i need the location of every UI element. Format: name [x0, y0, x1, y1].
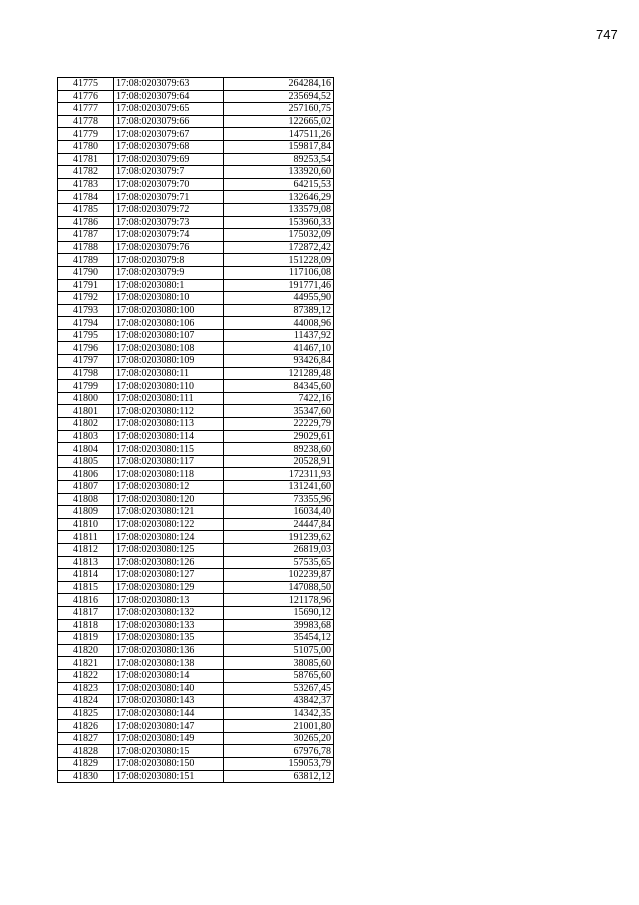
cadastral-number-cell: 17:08:0203080:144	[114, 707, 224, 720]
row-number-cell: 41803	[58, 430, 114, 443]
cadastral-number-cell: 17:08:0203080:118	[114, 468, 224, 481]
value-cell: 73355,96	[224, 493, 334, 506]
value-cell: 41467,10	[224, 342, 334, 355]
row-number-cell: 41775	[58, 78, 114, 91]
row-number-cell: 41827	[58, 732, 114, 745]
row-number-cell: 41777	[58, 103, 114, 116]
table-row	[58, 229, 334, 242]
cadastral-number-cell: 17:08:0203080:107	[114, 329, 224, 342]
value-cell: 133920,60	[224, 166, 334, 179]
table-row	[58, 481, 334, 494]
table-row	[58, 392, 334, 405]
table-row	[58, 669, 334, 682]
cadastral-number-cell: 17:08:0203080:125	[114, 543, 224, 556]
table-row	[58, 531, 334, 544]
table-row	[58, 241, 334, 254]
row-number-cell: 41802	[58, 418, 114, 431]
cadastral-number-cell: 17:08:0203080:127	[114, 569, 224, 582]
table-row	[58, 203, 334, 216]
cadastral-number-cell: 17:08:0203079:64	[114, 90, 224, 103]
value-cell: 159817,84	[224, 140, 334, 153]
row-number-cell: 41828	[58, 745, 114, 758]
table-row	[58, 405, 334, 418]
value-cell: 53267,45	[224, 682, 334, 695]
cadastral-number-cell: 17:08:0203080:147	[114, 720, 224, 733]
value-cell: 153960,33	[224, 216, 334, 229]
table-row	[58, 166, 334, 179]
value-cell: 84345,60	[224, 380, 334, 393]
value-cell: 20528,91	[224, 455, 334, 468]
value-cell: 43842,37	[224, 695, 334, 708]
value-cell: 93426,84	[224, 355, 334, 368]
value-cell: 21001,80	[224, 720, 334, 733]
cadastral-number-cell: 17:08:0203080:151	[114, 770, 224, 783]
cadastral-number-cell: 17:08:0203080:135	[114, 632, 224, 645]
value-cell: 191239,62	[224, 531, 334, 544]
table-row	[58, 745, 334, 758]
value-cell: 151228,09	[224, 254, 334, 267]
table-row	[58, 342, 334, 355]
value-cell: 131241,60	[224, 481, 334, 494]
row-number-cell: 41823	[58, 682, 114, 695]
row-number-cell: 41788	[58, 241, 114, 254]
row-number-cell: 41794	[58, 317, 114, 330]
cadastral-number-cell: 17:08:0203080:11	[114, 367, 224, 380]
table-row	[58, 632, 334, 645]
cadastral-number-cell: 17:08:0203080:143	[114, 695, 224, 708]
value-cell: 30265,20	[224, 732, 334, 745]
cadastral-number-cell: 17:08:0203080:129	[114, 581, 224, 594]
row-number-cell: 41795	[58, 329, 114, 342]
row-number-cell: 41817	[58, 606, 114, 619]
cadastral-number-cell: 17:08:0203079:67	[114, 128, 224, 141]
value-cell: 14342,35	[224, 707, 334, 720]
row-number-cell: 41801	[58, 405, 114, 418]
row-number-cell: 41824	[58, 695, 114, 708]
table-row	[58, 506, 334, 519]
row-number-cell: 41814	[58, 569, 114, 582]
row-number-cell: 41789	[58, 254, 114, 267]
table-row	[58, 493, 334, 506]
table-row	[58, 266, 334, 279]
table-row	[58, 355, 334, 368]
table-row	[58, 707, 334, 720]
cadastral-number-cell: 17:08:0203079:72	[114, 203, 224, 216]
table-row	[58, 329, 334, 342]
value-cell: 235694,52	[224, 90, 334, 103]
cadastral-number-cell: 17:08:0203079:65	[114, 103, 224, 116]
row-number-cell: 41806	[58, 468, 114, 481]
row-number-cell: 41821	[58, 657, 114, 670]
cadastral-number-cell: 17:08:0203080:112	[114, 405, 224, 418]
value-cell: 35454,12	[224, 632, 334, 645]
value-cell: 121289,48	[224, 367, 334, 380]
value-cell: 35347,60	[224, 405, 334, 418]
value-cell: 64215,53	[224, 178, 334, 191]
table-row	[58, 720, 334, 733]
value-cell: 87389,12	[224, 304, 334, 317]
cadastral-number-cell: 17:08:0203080:113	[114, 418, 224, 431]
cadastral-number-cell: 17:08:0203080:14	[114, 669, 224, 682]
value-cell: 89238,60	[224, 443, 334, 456]
table-row	[58, 619, 334, 632]
table-row	[58, 90, 334, 103]
cadastral-number-cell: 17:08:0203080:106	[114, 317, 224, 330]
value-cell: 121178,96	[224, 594, 334, 607]
value-cell: 7422,16	[224, 392, 334, 405]
cadastral-number-cell: 17:08:0203080:150	[114, 758, 224, 771]
cadastral-number-cell: 17:08:0203080:110	[114, 380, 224, 393]
cadastral-number-cell: 17:08:0203080:12	[114, 481, 224, 494]
row-number-cell: 41820	[58, 644, 114, 657]
cadastral-number-cell: 17:08:0203080:133	[114, 619, 224, 632]
value-cell: 51075,00	[224, 644, 334, 657]
table-row	[58, 468, 334, 481]
cadastral-number-cell: 17:08:0203080:1	[114, 279, 224, 292]
value-cell: 58765,60	[224, 669, 334, 682]
table-row	[58, 543, 334, 556]
row-number-cell: 41800	[58, 392, 114, 405]
value-cell: 24447,84	[224, 518, 334, 531]
row-number-cell: 41782	[58, 166, 114, 179]
table-row	[58, 292, 334, 305]
cadastral-number-cell: 17:08:0203080:109	[114, 355, 224, 368]
value-cell: 159053,79	[224, 758, 334, 771]
table-row	[58, 569, 334, 582]
table-row	[58, 518, 334, 531]
value-cell: 39983,68	[224, 619, 334, 632]
table-row	[58, 178, 334, 191]
row-number-cell: 41815	[58, 581, 114, 594]
table-row	[58, 78, 334, 91]
cadastral-number-cell: 17:08:0203080:10	[114, 292, 224, 305]
row-number-cell: 41818	[58, 619, 114, 632]
row-number-cell: 41805	[58, 455, 114, 468]
row-number-cell: 41785	[58, 203, 114, 216]
cadastral-number-cell: 17:08:0203079:76	[114, 241, 224, 254]
table-row	[58, 606, 334, 619]
table-row	[58, 758, 334, 771]
cadastral-number-cell: 17:08:0203080:117	[114, 455, 224, 468]
row-number-cell: 41819	[58, 632, 114, 645]
value-cell: 117106,08	[224, 266, 334, 279]
cadastral-number-cell: 17:08:0203080:149	[114, 732, 224, 745]
cadastral-number-cell: 17:08:0203080:132	[114, 606, 224, 619]
cadastral-number-cell: 17:08:0203080:120	[114, 493, 224, 506]
value-cell: 102239,87	[224, 569, 334, 582]
row-number-cell: 41812	[58, 543, 114, 556]
table-row	[58, 304, 334, 317]
table-row	[58, 418, 334, 431]
value-cell: 257160,75	[224, 103, 334, 116]
row-number-cell: 41811	[58, 531, 114, 544]
value-cell: 191771,46	[224, 279, 334, 292]
table-row	[58, 695, 334, 708]
row-number-cell: 41830	[58, 770, 114, 783]
cadastral-number-cell: 17:08:0203080:140	[114, 682, 224, 695]
row-number-cell: 41790	[58, 266, 114, 279]
row-number-cell: 41807	[58, 481, 114, 494]
cadastral-number-cell: 17:08:0203079:68	[114, 140, 224, 153]
row-number-cell: 41778	[58, 115, 114, 128]
cadastral-number-cell: 17:08:0203080:136	[114, 644, 224, 657]
row-number-cell: 41787	[58, 229, 114, 242]
table-row	[58, 380, 334, 393]
table-row	[58, 115, 334, 128]
table-row	[58, 103, 334, 116]
row-number-cell: 41792	[58, 292, 114, 305]
cadastral-number-cell: 17:08:0203080:13	[114, 594, 224, 607]
table-row	[58, 732, 334, 745]
row-number-cell: 41813	[58, 556, 114, 569]
value-cell: 67976,78	[224, 745, 334, 758]
table-body	[58, 78, 334, 783]
row-number-cell: 41798	[58, 367, 114, 380]
value-cell: 133579,08	[224, 203, 334, 216]
cadastral-number-cell: 17:08:0203079:66	[114, 115, 224, 128]
value-cell: 264284,16	[224, 78, 334, 91]
row-number-cell: 41781	[58, 153, 114, 166]
value-cell: 22229,79	[224, 418, 334, 431]
table-row	[58, 367, 334, 380]
value-cell: 57535,65	[224, 556, 334, 569]
table-row	[58, 430, 334, 443]
table-row	[58, 443, 334, 456]
value-cell: 11437,92	[224, 329, 334, 342]
value-cell: 172872,42	[224, 241, 334, 254]
table-row	[58, 556, 334, 569]
table-row	[58, 254, 334, 267]
row-number-cell: 41797	[58, 355, 114, 368]
value-cell: 132646,29	[224, 191, 334, 204]
cadastral-number-cell: 17:08:0203079:8	[114, 254, 224, 267]
value-cell: 175032,09	[224, 229, 334, 242]
row-number-cell: 41829	[58, 758, 114, 771]
row-number-cell: 41786	[58, 216, 114, 229]
cadastral-number-cell: 17:08:0203080:126	[114, 556, 224, 569]
value-cell: 16034,40	[224, 506, 334, 519]
data-table	[57, 77, 334, 783]
cadastral-number-cell: 17:08:0203080:100	[114, 304, 224, 317]
row-number-cell: 41784	[58, 191, 114, 204]
cadastral-number-cell: 17:08:0203079:9	[114, 266, 224, 279]
cadastral-number-cell: 17:08:0203080:114	[114, 430, 224, 443]
value-cell: 147511,26	[224, 128, 334, 141]
cadastral-number-cell: 17:08:0203080:121	[114, 506, 224, 519]
row-number-cell: 41779	[58, 128, 114, 141]
cadastral-number-cell: 17:08:0203080:111	[114, 392, 224, 405]
row-number-cell: 41816	[58, 594, 114, 607]
value-cell: 15690,12	[224, 606, 334, 619]
cadastral-number-cell: 17:08:0203080:124	[114, 531, 224, 544]
row-number-cell: 41826	[58, 720, 114, 733]
value-cell: 147088,50	[224, 581, 334, 594]
table-row	[58, 657, 334, 670]
value-cell: 44008,96	[224, 317, 334, 330]
cadastral-number-cell: 17:08:0203079:71	[114, 191, 224, 204]
cadastral-number-cell: 17:08:0203079:7	[114, 166, 224, 179]
value-cell: 38085,60	[224, 657, 334, 670]
table-row	[58, 191, 334, 204]
row-number-cell: 41809	[58, 506, 114, 519]
value-cell: 63812,12	[224, 770, 334, 783]
table-row	[58, 594, 334, 607]
value-cell: 172311,93	[224, 468, 334, 481]
row-number-cell: 41793	[58, 304, 114, 317]
row-number-cell: 41810	[58, 518, 114, 531]
table-row	[58, 581, 334, 594]
cadastral-number-cell: 17:08:0203080:115	[114, 443, 224, 456]
cadastral-number-cell: 17:08:0203080:15	[114, 745, 224, 758]
row-number-cell: 41804	[58, 443, 114, 456]
row-number-cell: 41780	[58, 140, 114, 153]
cadastral-number-cell: 17:08:0203079:74	[114, 229, 224, 242]
cadastral-number-cell: 17:08:0203080:138	[114, 657, 224, 670]
table-row	[58, 317, 334, 330]
cadastral-number-cell: 17:08:0203079:73	[114, 216, 224, 229]
table-row	[58, 644, 334, 657]
table-row	[58, 455, 334, 468]
row-number-cell: 41808	[58, 493, 114, 506]
cadastral-number-cell: 17:08:0203080:108	[114, 342, 224, 355]
row-number-cell: 41791	[58, 279, 114, 292]
row-number-cell: 41796	[58, 342, 114, 355]
table-row	[58, 128, 334, 141]
row-number-cell: 41799	[58, 380, 114, 393]
row-number-cell: 41776	[58, 90, 114, 103]
row-number-cell: 41822	[58, 669, 114, 682]
table-row	[58, 140, 334, 153]
page-number: 747	[596, 27, 618, 42]
value-cell: 44955,90	[224, 292, 334, 305]
table-row	[58, 770, 334, 783]
table-row	[58, 682, 334, 695]
row-number-cell: 41825	[58, 707, 114, 720]
value-cell: 122665,02	[224, 115, 334, 128]
cadastral-number-cell: 17:08:0203079:70	[114, 178, 224, 191]
table-row	[58, 216, 334, 229]
value-cell: 89253,54	[224, 153, 334, 166]
cadastral-number-cell: 17:08:0203079:63	[114, 78, 224, 91]
table-row	[58, 153, 334, 166]
cadastral-number-cell: 17:08:0203079:69	[114, 153, 224, 166]
value-cell: 29029,61	[224, 430, 334, 443]
cadastral-number-cell: 17:08:0203080:122	[114, 518, 224, 531]
row-number-cell: 41783	[58, 178, 114, 191]
table-row	[58, 279, 334, 292]
value-cell: 26819,03	[224, 543, 334, 556]
